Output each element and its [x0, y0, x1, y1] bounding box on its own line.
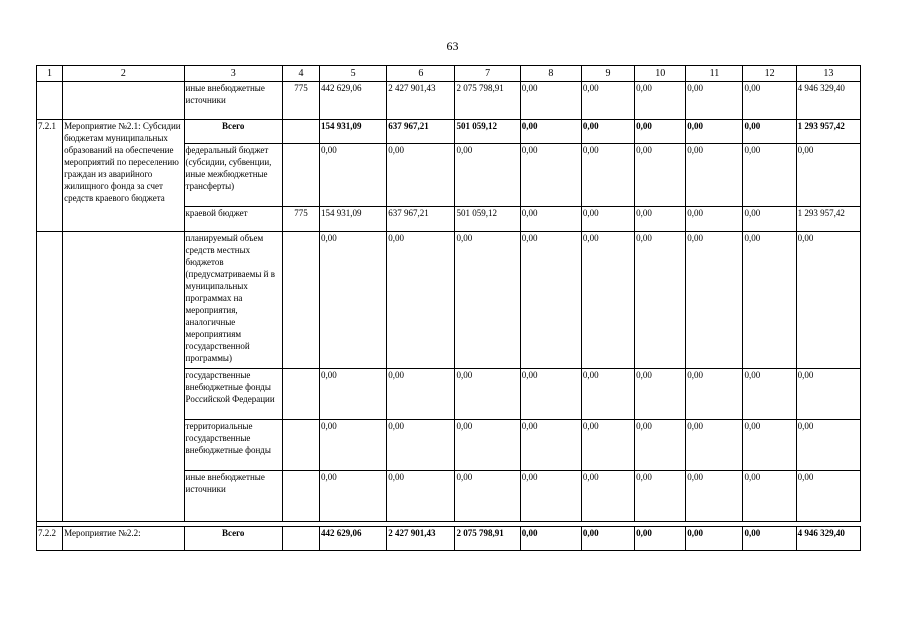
row-code — [37, 82, 63, 120]
value-cell: 0,00 — [581, 120, 634, 144]
event-name — [63, 232, 184, 522]
value-cell: 2 075 798,91 — [455, 82, 520, 120]
value-cell: 0,00 — [455, 369, 520, 420]
code-cell — [282, 120, 319, 144]
value-cell: 2 427 901,43 — [387, 82, 455, 120]
value-cell: 0,00 — [796, 369, 860, 420]
value-cell: 2 427 901,43 — [387, 527, 455, 551]
value-cell: 0,00 — [686, 82, 743, 120]
code-cell — [282, 144, 319, 207]
value-cell: 0,00 — [320, 420, 387, 471]
column-header: 11 — [686, 66, 743, 82]
value-cell: 0,00 — [635, 144, 686, 207]
funding-source: Всего — [184, 527, 282, 551]
value-cell: 0,00 — [387, 144, 455, 207]
page-number: 63 — [446, 39, 459, 53]
value-cell: 501 059,12 — [455, 207, 520, 232]
value-cell: 0,00 — [796, 232, 860, 369]
value-cell: 0,00 — [635, 420, 686, 471]
value-cell: 0,00 — [455, 232, 520, 369]
value-cell: 0,00 — [743, 420, 796, 471]
value-cell: 0,00 — [455, 471, 520, 522]
value-cell: 1 293 957,42 — [796, 120, 860, 144]
value-cell: 0,00 — [635, 369, 686, 420]
value-cell: 0,00 — [387, 232, 455, 369]
funding-source: иные внебюджетные источники — [184, 471, 282, 522]
value-cell: 0,00 — [635, 120, 686, 144]
column-header: 2 — [63, 66, 184, 82]
funding-source: иные внебюджетные источники — [184, 82, 282, 120]
value-cell: 637 967,21 — [387, 207, 455, 232]
value-cell: 0,00 — [387, 420, 455, 471]
value-cell: 0,00 — [520, 369, 581, 420]
value-cell: 0,00 — [455, 144, 520, 207]
value-cell: 0,00 — [581, 527, 634, 551]
value-cell: 0,00 — [320, 232, 387, 369]
value-cell: 0,00 — [796, 471, 860, 522]
value-cell: 0,00 — [686, 471, 743, 522]
value-cell: 0,00 — [635, 527, 686, 551]
column-header: 10 — [635, 66, 686, 82]
value-cell: 154 931,09 — [320, 207, 387, 232]
funding-source: государственные внебюджетные фонды Российской Федерации — [184, 369, 282, 420]
value-cell: 0,00 — [743, 369, 796, 420]
code-cell: 775 — [282, 82, 319, 120]
value-cell: 0,00 — [743, 232, 796, 369]
funding-source: краевой бюджет — [184, 207, 282, 232]
value-cell: 501 059,12 — [455, 120, 520, 144]
event-name: Мероприятие №2.2: — [63, 527, 184, 551]
value-cell: 0,00 — [686, 207, 743, 232]
value-cell: 0,00 — [796, 420, 860, 471]
row-code: 7.2.1 — [37, 120, 63, 232]
value-cell: 0,00 — [686, 420, 743, 471]
header-row — [37, 66, 861, 82]
value-cell: 4 946 329,40 — [796, 527, 860, 551]
column-header: 13 — [796, 66, 860, 82]
value-cell: 0,00 — [520, 527, 581, 551]
value-cell: 0,00 — [581, 420, 634, 471]
column-header: 1 — [37, 66, 63, 82]
column-header: 9 — [581, 66, 634, 82]
value-cell: 0,00 — [635, 82, 686, 120]
code-cell — [282, 232, 319, 369]
table-row — [37, 527, 861, 551]
code-cell — [282, 369, 319, 420]
column-header: 3 — [184, 66, 282, 82]
value-cell: 0,00 — [320, 471, 387, 522]
value-cell: 0,00 — [455, 420, 520, 471]
value-cell: 0,00 — [387, 471, 455, 522]
value-cell: 4 946 329,40 — [796, 82, 860, 120]
column-header: 12 — [743, 66, 796, 82]
value-cell: 0,00 — [520, 82, 581, 120]
value-cell: 0,00 — [743, 144, 796, 207]
value-cell: 0,00 — [743, 82, 796, 120]
value-cell: 0,00 — [635, 471, 686, 522]
value-cell: 442 629,06 — [320, 527, 387, 551]
table-row — [37, 232, 861, 369]
value-cell: 0,00 — [320, 369, 387, 420]
value-cell: 0,00 — [581, 82, 634, 120]
value-cell: 0,00 — [743, 120, 796, 144]
value-cell: 1 293 957,42 — [796, 207, 860, 232]
value-cell: 0,00 — [520, 232, 581, 369]
column-header: 5 — [320, 66, 387, 82]
funding-source: Всего — [184, 120, 282, 144]
value-cell: 0,00 — [635, 207, 686, 232]
column-header: 6 — [387, 66, 455, 82]
value-cell: 0,00 — [581, 232, 634, 369]
value-cell: 0,00 — [581, 207, 634, 232]
value-cell: 0,00 — [743, 207, 796, 232]
value-cell: 0,00 — [520, 471, 581, 522]
value-cell: 0,00 — [320, 144, 387, 207]
value-cell: 0,00 — [520, 144, 581, 207]
value-cell: 0,00 — [686, 527, 743, 551]
value-cell: 0,00 — [387, 369, 455, 420]
column-header: 4 — [282, 66, 319, 82]
funding-source: планируемый объем средств местных бюджетов (предусматриваемы й в муниципальных программах на мероприятия, аналогичные мероприятиям государственной программы) — [184, 232, 282, 369]
event-name — [63, 82, 184, 120]
value-cell: 637 967,21 — [387, 120, 455, 144]
code-cell — [282, 420, 319, 471]
value-cell: 154 931,09 — [320, 120, 387, 144]
code-cell — [282, 471, 319, 522]
value-cell: 0,00 — [796, 144, 860, 207]
value-cell: 0,00 — [686, 232, 743, 369]
column-header: 7 — [455, 66, 520, 82]
row-code — [37, 232, 63, 522]
event-name: Мероприятие №2.1: Субсидии бюджетам муниципальных образований на обеспечение мероприятий по переселению граждан из аварийного жилищного фонда за счет средств краевого бюджета — [63, 120, 184, 232]
value-cell: 2 075 798,91 — [455, 527, 520, 551]
value-cell: 0,00 — [743, 471, 796, 522]
value-cell: 0,00 — [581, 471, 634, 522]
funding-source: территориальные государственные внебюджетные фонды — [184, 420, 282, 471]
value-cell: 0,00 — [686, 144, 743, 207]
row-code: 7.2.2 — [37, 527, 63, 551]
code-cell — [282, 527, 319, 551]
table-row — [37, 82, 861, 120]
value-cell: 0,00 — [520, 420, 581, 471]
column-header: 8 — [520, 66, 581, 82]
code-cell: 775 — [282, 207, 319, 232]
value-cell: 0,00 — [520, 207, 581, 232]
value-cell: 442 629,06 — [320, 82, 387, 120]
value-cell: 0,00 — [581, 369, 634, 420]
value-cell: 0,00 — [635, 232, 686, 369]
funding-source: федеральный бюджет (субсидии, субвенции, иные межбюджетные трансферты) — [184, 144, 282, 207]
value-cell: 0,00 — [686, 120, 743, 144]
value-cell: 0,00 — [581, 144, 634, 207]
budget-table — [36, 65, 861, 551]
value-cell: 0,00 — [743, 527, 796, 551]
value-cell: 0,00 — [686, 369, 743, 420]
table-row — [37, 120, 861, 144]
value-cell: 0,00 — [520, 120, 581, 144]
